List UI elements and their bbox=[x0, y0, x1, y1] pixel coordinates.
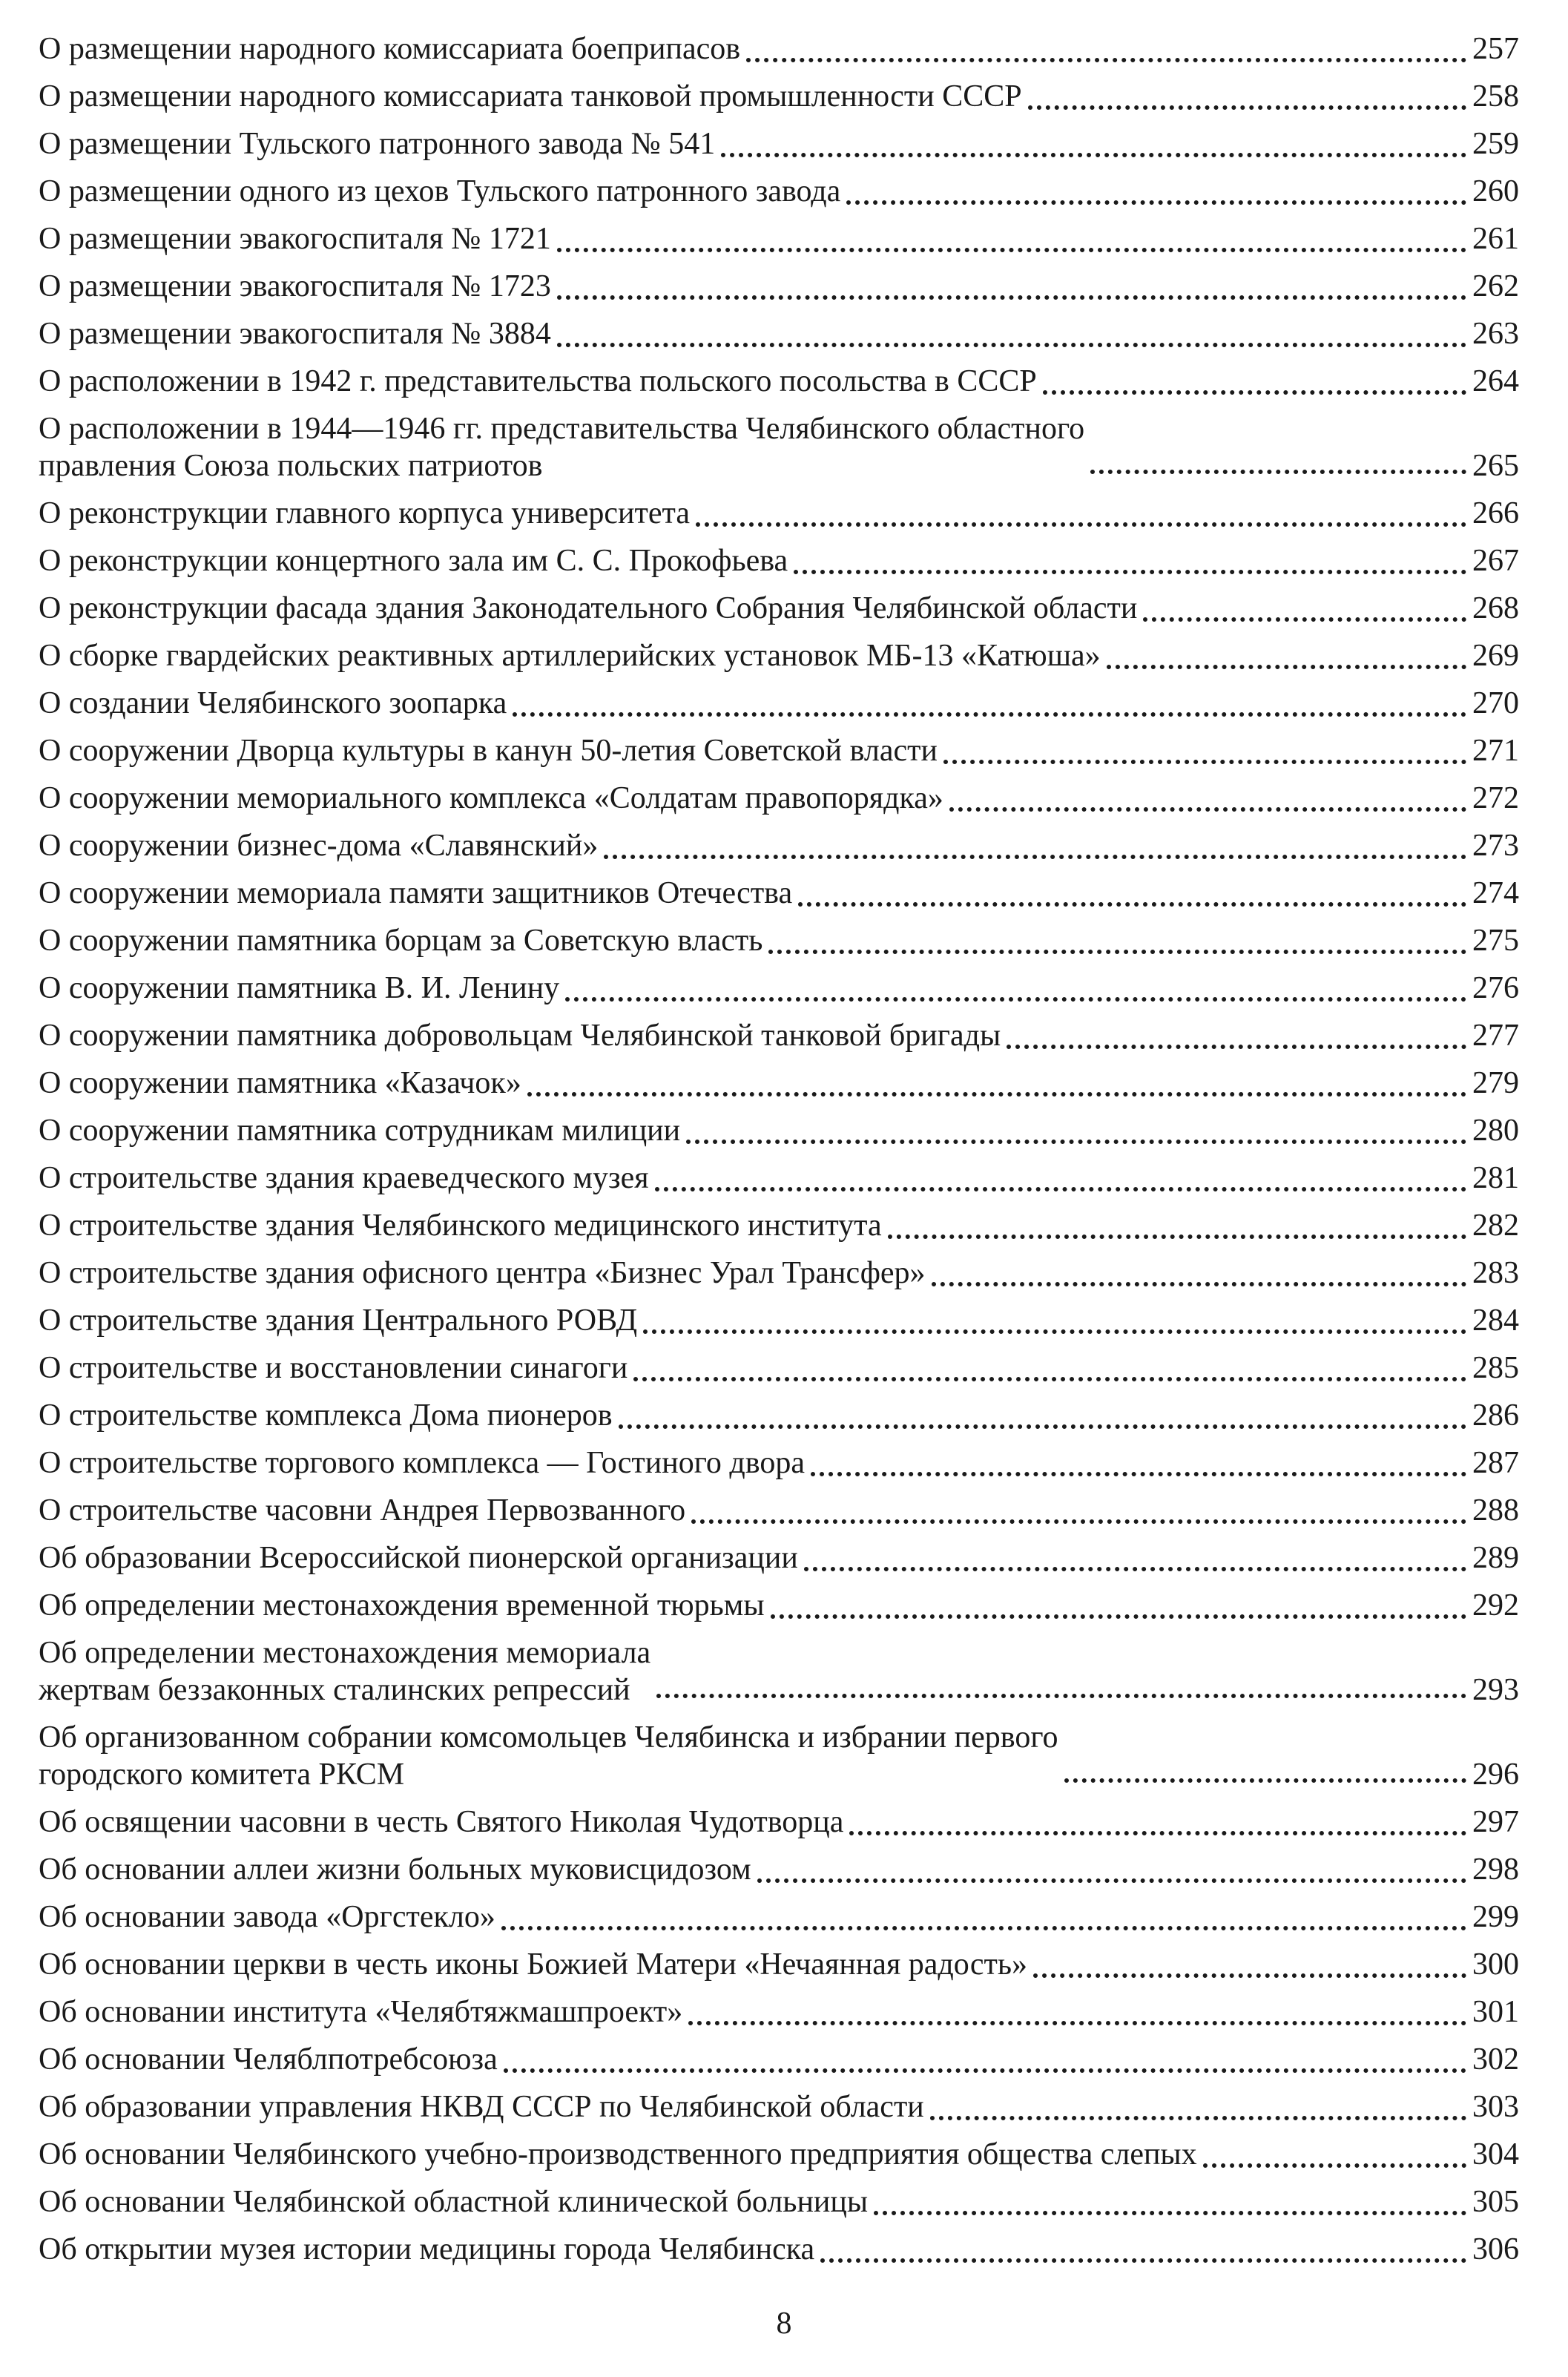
toc-entry bbox=[39, 775, 1519, 822]
dot-leader bbox=[696, 522, 1466, 527]
toc-entry-page: 304 bbox=[1472, 2137, 1519, 2171]
toc-entry-page: 280 bbox=[1472, 1114, 1519, 1148]
toc-entry-title-text: О сборке гвардейских реактивных артиллерийских установок МБ-13 «Катюша» bbox=[39, 639, 1101, 673]
dot-leader bbox=[655, 1187, 1466, 1191]
toc-entry bbox=[39, 1629, 1519, 1714]
toc-entry-page: 286 bbox=[1472, 1398, 1519, 1433]
toc-entry bbox=[39, 632, 1519, 680]
dot-leader bbox=[943, 760, 1466, 764]
toc-entry-title-text: Об образовании Всероссийской пионерской организации bbox=[39, 1541, 798, 1575]
dot-leader bbox=[527, 1092, 1466, 1097]
toc-entry-title-text: О реконструкции главного корпуса университета bbox=[39, 496, 691, 530]
toc-entry-page: 275 bbox=[1472, 924, 1519, 958]
toc-entry bbox=[39, 1534, 1519, 1582]
dot-leader bbox=[1064, 1778, 1467, 1783]
dot-leader bbox=[1107, 665, 1466, 669]
dot-leader bbox=[721, 153, 1466, 157]
toc-entry-page: 265 bbox=[1472, 449, 1519, 483]
toc-entry-title-text: правления Союза польских патриотов bbox=[39, 449, 543, 483]
toc-entry-title bbox=[39, 215, 551, 263]
toc-entry-title-line1: О расположении в 1944—1946 гг. представительства Челябинского областного bbox=[39, 412, 1085, 446]
dot-leader bbox=[513, 712, 1466, 717]
toc-entry-page: 299 bbox=[1472, 1900, 1519, 1934]
toc-entry-page: 301 bbox=[1472, 1995, 1519, 2029]
toc-entry-page: 268 bbox=[1472, 591, 1519, 625]
toc-entry-title-text: О размещении эвакогоспиталя № 1723 bbox=[39, 269, 551, 303]
dot-leader bbox=[888, 1234, 1466, 1239]
toc-entry-title-text: О строительстве торгового комплекса — Гостиного двора bbox=[39, 1446, 805, 1480]
toc-entry-title bbox=[39, 1154, 649, 1202]
toc-entry-title bbox=[39, 1846, 751, 1893]
toc-entry bbox=[39, 215, 1519, 263]
dot-leader bbox=[691, 1519, 1466, 1524]
toc-entry-title-text: О строительстве здания Центрального РОВД bbox=[39, 1303, 638, 1338]
dot-leader bbox=[557, 295, 1466, 300]
toc-entry bbox=[39, 869, 1519, 917]
toc-entry-page: 292 bbox=[1472, 1588, 1519, 1623]
toc-entry-title bbox=[39, 1059, 521, 1107]
toc-entry-title bbox=[39, 1719, 1058, 1793]
toc-entry-title-text: Об открытии музея истории медицины города Челябинска bbox=[39, 2232, 815, 2266]
toc-entry-page: 293 bbox=[1472, 1673, 1519, 1707]
toc-entry-title bbox=[39, 775, 943, 822]
toc-entry-title-text: О расположении в 1942 г. представительства польского посольства в СССР bbox=[39, 364, 1037, 398]
toc-entry bbox=[39, 1846, 1519, 1893]
toc-entry bbox=[39, 1941, 1519, 1988]
dot-leader bbox=[604, 855, 1466, 859]
dot-leader bbox=[1143, 617, 1466, 622]
toc-entry-title bbox=[39, 2036, 498, 2083]
toc-entry bbox=[39, 537, 1519, 585]
toc-entry-title-text: О размещении народного комиссариата танковой промышленности СССР bbox=[39, 79, 1022, 114]
toc-entry-page: 270 bbox=[1472, 686, 1519, 720]
toc-entry-title bbox=[39, 822, 598, 869]
toc-entry-title bbox=[39, 1392, 613, 1439]
toc-entry-title-text: О размещении эвакогоспиталя № 1721 bbox=[39, 222, 551, 256]
toc-entry bbox=[39, 964, 1519, 1012]
toc-entry bbox=[39, 917, 1519, 964]
toc-entry-title bbox=[39, 1344, 627, 1392]
toc-entry bbox=[39, 1249, 1519, 1297]
toc-entry-page: 273 bbox=[1472, 829, 1519, 863]
toc-entry-title-text: О строительстве и восстановлении синагоги bbox=[39, 1351, 628, 1385]
toc-entry bbox=[39, 2131, 1519, 2178]
toc-entry-title bbox=[39, 537, 788, 585]
toc-entry-title bbox=[39, 1487, 685, 1534]
dot-leader bbox=[1090, 470, 1466, 474]
toc-entry-title-text: О сооружении мемориала памяти защитников Отечества bbox=[39, 876, 793, 910]
dot-leader bbox=[633, 1377, 1466, 1381]
toc-entry-title-text: жертвам беззаконных сталинских репрессий bbox=[39, 1673, 630, 1707]
toc-entry bbox=[39, 1012, 1519, 1059]
toc-entry-page: 263 bbox=[1472, 317, 1519, 351]
dot-leader bbox=[820, 2258, 1466, 2263]
toc-entry bbox=[39, 73, 1519, 120]
toc-entry bbox=[39, 2178, 1519, 2226]
toc-entry-title-text: Об основании Челябинской областной клинической больницы bbox=[39, 2185, 869, 2219]
toc-entry bbox=[39, 168, 1519, 215]
dot-leader bbox=[849, 1831, 1466, 1835]
toc-entry-page: 303 bbox=[1472, 2090, 1519, 2124]
toc-entry bbox=[39, 1202, 1519, 1249]
dot-leader bbox=[1043, 390, 1466, 395]
dot-leader bbox=[688, 2021, 1466, 2025]
toc-entry-page: 266 bbox=[1472, 496, 1519, 530]
toc-entry-title-text: Об основании церкви в честь иконы Божией Матери «Нечаянная радость» bbox=[39, 1947, 1027, 1982]
toc-entry-title bbox=[39, 120, 715, 168]
toc-entry-title bbox=[39, 1297, 637, 1344]
dot-leader bbox=[930, 2116, 1466, 2120]
toc-entry-title-text: О строительстве комплекса Дома пионеров bbox=[39, 1398, 613, 1433]
toc-entry-title bbox=[39, 1249, 926, 1297]
toc-entry-page: 277 bbox=[1472, 1019, 1519, 1053]
toc-entry-title bbox=[39, 2178, 868, 2226]
dot-leader bbox=[1007, 1045, 1466, 1049]
toc-entry bbox=[39, 585, 1519, 632]
toc-entry-page: 269 bbox=[1472, 639, 1519, 673]
toc-entry bbox=[39, 2036, 1519, 2083]
toc-entry-title bbox=[39, 1582, 765, 1629]
toc-entry-title bbox=[39, 1798, 843, 1846]
toc-entry bbox=[39, 1988, 1519, 2036]
toc-entry-title-text: Об основании Челяблпотребсоюза bbox=[39, 2042, 498, 2077]
toc-entry bbox=[39, 2226, 1519, 2273]
toc-entry-title-text: О сооружении памятника борцам за Советскую власть bbox=[39, 924, 763, 958]
toc-entry-title-text: Об определении местонахождения временной тюрьмы bbox=[39, 1588, 765, 1623]
toc-entry bbox=[39, 1714, 1519, 1798]
toc-entry-page: 306 bbox=[1472, 2232, 1519, 2266]
toc-entry-title bbox=[39, 1534, 798, 1582]
toc-entry-title bbox=[39, 1988, 682, 2036]
toc-entry-page: 302 bbox=[1472, 2042, 1519, 2077]
toc-entry-title bbox=[39, 263, 551, 310]
dot-leader bbox=[846, 200, 1466, 205]
toc-entry-title bbox=[39, 2083, 924, 2131]
toc-entry-title-text: Об основании завода «Оргстекло» bbox=[39, 1900, 495, 1934]
toc-entry-title-text: О строительстве часовни Андрея Первозванного bbox=[39, 1493, 686, 1528]
dot-leader bbox=[811, 1472, 1466, 1476]
toc-entry bbox=[39, 1392, 1519, 1439]
toc-entry bbox=[39, 1154, 1519, 1202]
toc-entry-title-text: О размещении народного комиссариата боеприпасов bbox=[39, 32, 741, 66]
toc-entry-page: 287 bbox=[1472, 1446, 1519, 1480]
toc-entry-title bbox=[39, 917, 762, 964]
toc-entry bbox=[39, 1344, 1519, 1392]
toc-entry bbox=[39, 405, 1519, 490]
toc-entry-title bbox=[39, 727, 938, 775]
toc-entry-title bbox=[39, 1634, 650, 1709]
toc-entry bbox=[39, 2083, 1519, 2131]
toc-entry-page: 276 bbox=[1472, 971, 1519, 1005]
toc-entry-page: 285 bbox=[1472, 1351, 1519, 1385]
toc-entry-title-text: Об основании института «Челябтяжмашпроект» bbox=[39, 1995, 683, 2029]
page-number: 8 bbox=[776, 2307, 792, 2341]
dot-leader bbox=[619, 1424, 1466, 1429]
dot-leader bbox=[746, 58, 1466, 62]
toc-entry-title-text: О создании Челябинского зоопарка bbox=[39, 686, 507, 720]
dot-leader bbox=[656, 1694, 1466, 1698]
toc-entry bbox=[39, 490, 1519, 537]
toc-entry-page: 298 bbox=[1472, 1852, 1519, 1887]
toc-entry bbox=[39, 1439, 1519, 1487]
toc-entry-page: 300 bbox=[1472, 1947, 1519, 1982]
toc-entry-title bbox=[39, 2226, 814, 2273]
toc-entry-title-text: О строительстве здания Челябинского медицинского института bbox=[39, 1209, 882, 1243]
dot-leader bbox=[557, 248, 1466, 252]
dot-leader bbox=[771, 1614, 1466, 1619]
toc-entry-title bbox=[39, 1439, 805, 1487]
toc-entry-title bbox=[39, 73, 1022, 120]
toc-entry bbox=[39, 263, 1519, 310]
toc-entry-page: 264 bbox=[1472, 364, 1519, 398]
toc-entry-page: 305 bbox=[1472, 2185, 1519, 2219]
table-of-contents bbox=[39, 25, 1519, 2273]
toc-entry-title-text: О строительстве здания краеведческого музея bbox=[39, 1161, 649, 1195]
toc-entry-title bbox=[39, 585, 1137, 632]
toc-entry-title bbox=[39, 168, 840, 215]
toc-entry bbox=[39, 25, 1519, 73]
toc-entry-title bbox=[39, 410, 1084, 484]
dot-leader bbox=[768, 950, 1466, 954]
toc-entry bbox=[39, 1487, 1519, 1534]
toc-entry bbox=[39, 1893, 1519, 1941]
toc-entry-page: 289 bbox=[1472, 1541, 1519, 1575]
toc-entry-title-text: О сооружении памятника сотрудникам милиции bbox=[39, 1114, 681, 1148]
toc-entry-title-line1: Об организованном собрании комсомольцев Челябинска и избрании первого bbox=[39, 1720, 1058, 1755]
toc-entry-title bbox=[39, 964, 559, 1012]
toc-entry bbox=[39, 1059, 1519, 1107]
toc-entry-page: 257 bbox=[1472, 32, 1519, 66]
toc-entry-title-text: О сооружении Дворца культуры в канун 50-летия Советской власти bbox=[39, 734, 938, 768]
toc-entry-title bbox=[39, 1941, 1027, 1988]
toc-entry bbox=[39, 120, 1519, 168]
toc-entry-page: 297 bbox=[1472, 1805, 1519, 1839]
dot-leader bbox=[643, 1329, 1466, 1334]
toc-entry-title bbox=[39, 1107, 680, 1154]
toc-entry-title-text: О сооружении бизнес-дома «Славянский» bbox=[39, 829, 599, 863]
toc-entry-title bbox=[39, 869, 792, 917]
dot-leader bbox=[932, 1282, 1466, 1286]
toc-entry-title-text: О размещении эвакогоспиталя № 3884 bbox=[39, 317, 551, 351]
toc-entry-title bbox=[39, 310, 551, 358]
toc-entry-title bbox=[39, 2131, 1197, 2178]
dot-leader bbox=[686, 1140, 1466, 1144]
dot-leader bbox=[565, 997, 1466, 1002]
toc-entry-title-text: Об основании Челябинского учебно-производственного предприятия общества слепых bbox=[39, 2137, 1197, 2171]
toc-entry bbox=[39, 1297, 1519, 1344]
toc-entry-page: 283 bbox=[1472, 1256, 1519, 1290]
toc-entry bbox=[39, 1107, 1519, 1154]
toc-entry-title bbox=[39, 25, 740, 73]
toc-entry bbox=[39, 680, 1519, 727]
toc-entry bbox=[39, 358, 1519, 405]
dot-leader bbox=[874, 2211, 1466, 2215]
toc-entry-title-line1: Об определении местонахождения мемориала bbox=[39, 1636, 651, 1670]
toc-entry-title-text: городского комитета РКСМ bbox=[39, 1758, 405, 1792]
toc-entry-title-text: О сооружении памятника «Казачок» bbox=[39, 1066, 521, 1100]
toc-entry-page: 288 bbox=[1472, 1493, 1519, 1528]
toc-entry-title-text: О размещении одного из цехов Тульского патронного завода bbox=[39, 174, 841, 208]
toc-entry-page: 261 bbox=[1472, 222, 1519, 256]
toc-entry-page: 258 bbox=[1472, 79, 1519, 114]
toc-entry-title bbox=[39, 1893, 495, 1941]
dot-leader bbox=[1203, 2163, 1466, 2168]
toc-entry bbox=[39, 822, 1519, 869]
toc-entry bbox=[39, 1582, 1519, 1629]
toc-entry-title bbox=[39, 358, 1037, 405]
toc-entry-title bbox=[39, 1012, 1001, 1059]
toc-entry-title-text: О реконструкции фасада здания Законодательного Собрания Челябинской области bbox=[39, 591, 1138, 625]
toc-entry-page: 282 bbox=[1472, 1209, 1519, 1243]
toc-entry-page: 274 bbox=[1472, 876, 1519, 910]
toc-entry-title-text: О реконструкции концертного зала им С. С. Прокофьева bbox=[39, 544, 788, 578]
toc-entry-page: 260 bbox=[1472, 174, 1519, 208]
toc-entry-page: 259 bbox=[1472, 127, 1519, 161]
toc-entry-page: 271 bbox=[1472, 734, 1519, 768]
toc-entry-page: 262 bbox=[1472, 269, 1519, 303]
toc-entry-title bbox=[39, 490, 690, 537]
toc-entry-page: 284 bbox=[1472, 1303, 1519, 1338]
toc-entry bbox=[39, 310, 1519, 358]
toc-entry-title bbox=[39, 1202, 882, 1249]
toc-entry-title-text: Об основании аллеи жизни больных муковисцидозом bbox=[39, 1852, 751, 1887]
toc-entry-page: 267 bbox=[1472, 544, 1519, 578]
toc-entry-title bbox=[39, 680, 507, 727]
toc-entry-page: 281 bbox=[1472, 1161, 1519, 1195]
toc-entry-title-text: Об образовании управления НКВД СССР по Челябинской области bbox=[39, 2090, 924, 2124]
toc-entry-title-text: О строительстве здания офисного центра «Бизнес Урал Трансфер» bbox=[39, 1256, 926, 1290]
dot-leader bbox=[804, 1567, 1466, 1571]
dot-leader bbox=[504, 2068, 1466, 2073]
toc-entry-title-text: О сооружении памятника добровольцам Челябинской танковой бригады bbox=[39, 1019, 1001, 1053]
toc-entry-title bbox=[39, 632, 1101, 680]
dot-leader bbox=[1028, 105, 1466, 110]
dot-leader bbox=[1033, 1973, 1466, 1978]
dot-leader bbox=[794, 570, 1466, 574]
dot-leader bbox=[757, 1878, 1466, 1883]
toc-entry bbox=[39, 1798, 1519, 1846]
toc-entry bbox=[39, 727, 1519, 775]
dot-leader bbox=[798, 902, 1466, 907]
toc-entry-title-text: О сооружении памятника В. И. Ленину bbox=[39, 971, 560, 1005]
toc-entry-page: 272 bbox=[1472, 781, 1519, 815]
toc-entry-page: 279 bbox=[1472, 1066, 1519, 1100]
dot-leader bbox=[501, 1926, 1466, 1930]
toc-entry-page: 296 bbox=[1472, 1758, 1519, 1792]
toc-entry-title-text: О сооружении мемориального комплекса «Солдатам правопорядка» bbox=[39, 781, 943, 815]
toc-entry-title-text: О размещении Тульского патронного завода № 541 bbox=[39, 127, 716, 161]
toc-entry-title-text: Об освящении часовни в честь Святого Николая Чудотворца bbox=[39, 1805, 844, 1839]
dot-leader bbox=[557, 343, 1466, 347]
dot-leader bbox=[949, 807, 1466, 812]
